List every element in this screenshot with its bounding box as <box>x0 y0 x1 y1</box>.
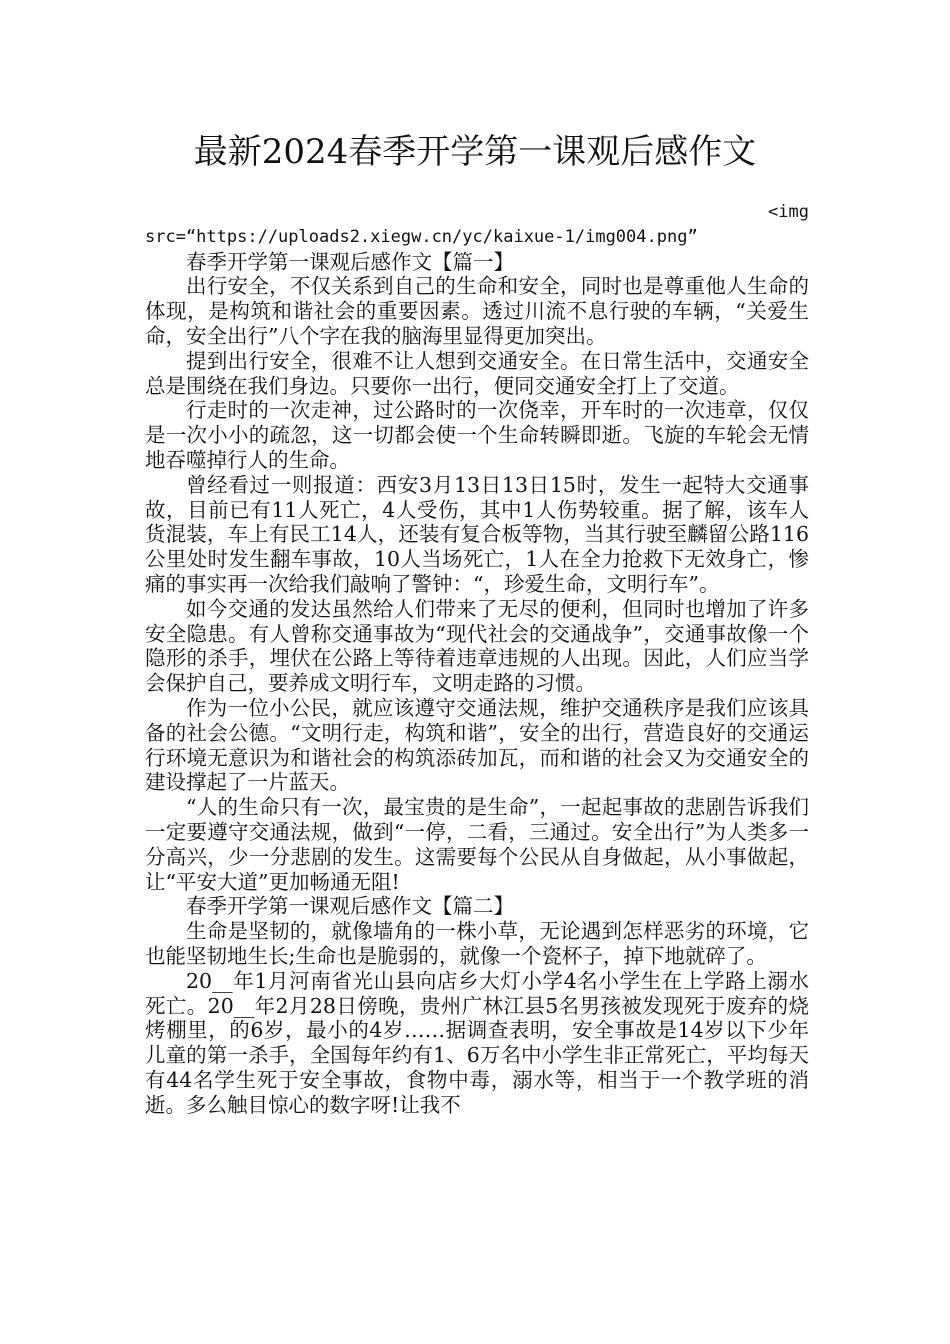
img-tag-text-line2: src=“https://uploads2.xiegw.cn/yc/kaixue-1/img004.png” <box>145 226 698 247</box>
document-title: 最新2024春季开学第一课观后感作文 <box>193 132 757 172</box>
paragraph: 出行安全，不仅关系到自己的生命和安全，同时也是尊重他人生命的体现，是构筑和谐社会的重要因素。透过川流不息行驶的车辆，“关爱生命，安全出行”八个字在我的脑海里显得更加突出。 <box>145 274 809 348</box>
paragraph: 行走时的一次走神，过公路时的一次侥幸，开车时的一次违章，仅仅是一次小小的疏忽，这一切都会使一个生命转瞬即逝。飞旋的车轮会无情地吞噬掉行人的生命。 <box>145 398 809 472</box>
paragraph: “人的生命只有一次，最宝贵的是生命”，一起起事故的悲剧告诉我们一定要遵守交通法规，做到“一停，二看，三通过。安全出行”为人类多一分高兴，少一分悲剧的发生。这需要每个公民从自身做起，从小事做起，让“平安大道”更加畅通无阻! <box>145 795 809 894</box>
paragraph: 生命是坚韧的，就像墙角的一株小草，无论遇到怎样恶劣的环境，它也能坚韧地生长;生命也是脆弱的，就像一个瓷杯子，掉下地就碎了。 <box>145 919 809 968</box>
section2-heading: 春季开学第一课观后感作文【篇二】 <box>186 894 514 919</box>
img-tag-text-line1: <img <box>768 202 809 222</box>
paragraph: 作为一位小公民，就应该遵守交通法规，维护交通秩序是我们应该具备的社会公德。“文明行走，构筑和谐”，安全的出行，营造良好的交通运行环境无意识为和谐社会的构筑添砖加瓦，而和谐的社会又为交通安全的建设撑起了一片蓝天。 <box>145 695 809 795</box>
paragraph: 曾经看过一则报道：西安3月13日13日15时，发生一起特大交通事故，目前已有11人死亡，4人受伤，其中1人伤势较重。据了解，该车人货混装，车上有民工14人，还装有复合板等物，当其行驶至麟留公路116公里处时发生翻车事故，10人当场死亡，1人在全力抢救下无效身亡，惨痛的事实再一次给我们敲响了警钟：“，珍爱生命，文明行车”。 <box>145 472 809 596</box>
paragraph: 20__年1月河南省光山县向店乡大灯小学4名小学生在上学路上溺水死亡。20__年2月28日傍晚，贵州广林江县5名男孩被发现死于废弃的烧烤棚里，的6岁，最小的4岁……据调查表明，安全事故是14岁以下少年儿童的第一杀手，全国每年约有1、6万名中小学生非正常死亡，平均每天有44名学生死于安全事故，食物中毒，溺水等，相当于一个教学班的消逝。多么触目惊心的数字呀!让我不 <box>145 968 809 1117</box>
document-body <box>145 200 809 1117</box>
paragraph: 如今交通的发达虽然给人们带来了无尽的便利，但同时也增加了许多安全隐患。有人曾称交通事故为“现代社会的交通战争”，交通事故像一个隐形的杀手，埋伏在公路上等待着违章违规的人出现。因此，人们应当学会保护自己，要养成文明行车，文明走路的习惯。 <box>145 596 809 696</box>
section1-heading: 春季开学第一课观后感作文【篇一】 <box>186 249 514 274</box>
paragraph: 提到出行安全，很难不让人想到交通安全。在日常生活中，交通安全总是围绕在我们身边。只要你一出行，便同交通安全打上了交道。 <box>145 348 809 398</box>
